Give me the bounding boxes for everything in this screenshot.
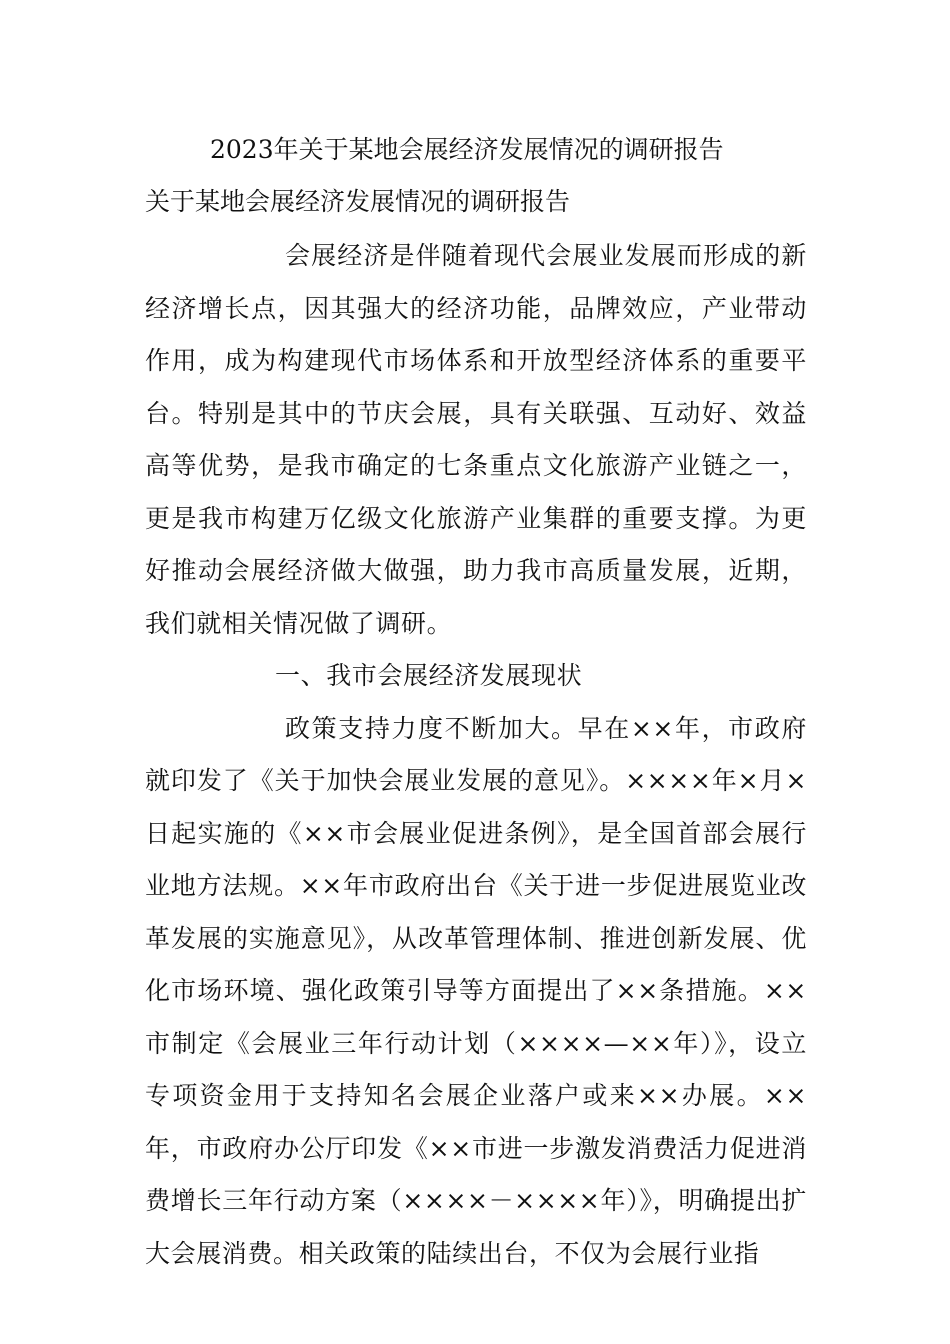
- policy-paragraph: 政策支持力度不断加大。早在××年，市政府就印发了《关于加快会展业发展的意见》。××××年×月×日起实施的《××市会展业促进条例》，是全国首部会展行业地方法规。××年市政府出台《关于进一步促进展览业改革发展的实施意见》，从改革管理体制、推进创新发展、优化市场环境、强化政策引导等方面提出了××条措施。××市制定《会展业三年行动计划（××××—××年）》，设立专项资金用于支持知名会展企业落户或来××办展。××年，市政府办公厅印发《××市进一步激发消费活力促进消费增长三年行动方案（××××－××××年）》，明确提出扩大会展消费。相关政策的陆续出台，不仅为会展行业指: [145, 713, 807, 1268]
- document-body: [145, 230, 807, 1280]
- intro-paragraph: 会展经济是伴随着现代会展业发展而形成的新经济增长点，因其强大的经济功能，品牌效应，产业带动作用，成为构建现代市场体系和开放型经济体系的重要平台。特别是其中的节庆会展，具有关联强、互动好、效益高等优势，是我市确定的七条重点文化旅游产业链之一，更是我市构建万亿级文化旅游产业集群的重要支撑。为更好推动会展经济做大做强，助力我市高质量发展，近期，我们就相关情况做了调研。: [145, 241, 807, 638]
- document-subtitle: 关于某地会展经济发展情况的调研报告: [145, 187, 571, 216]
- document-title: 2023年关于某地会展经济发展情况的调研报告: [210, 135, 724, 164]
- section-heading: 一、我市会展经济发展现状: [275, 661, 583, 690]
